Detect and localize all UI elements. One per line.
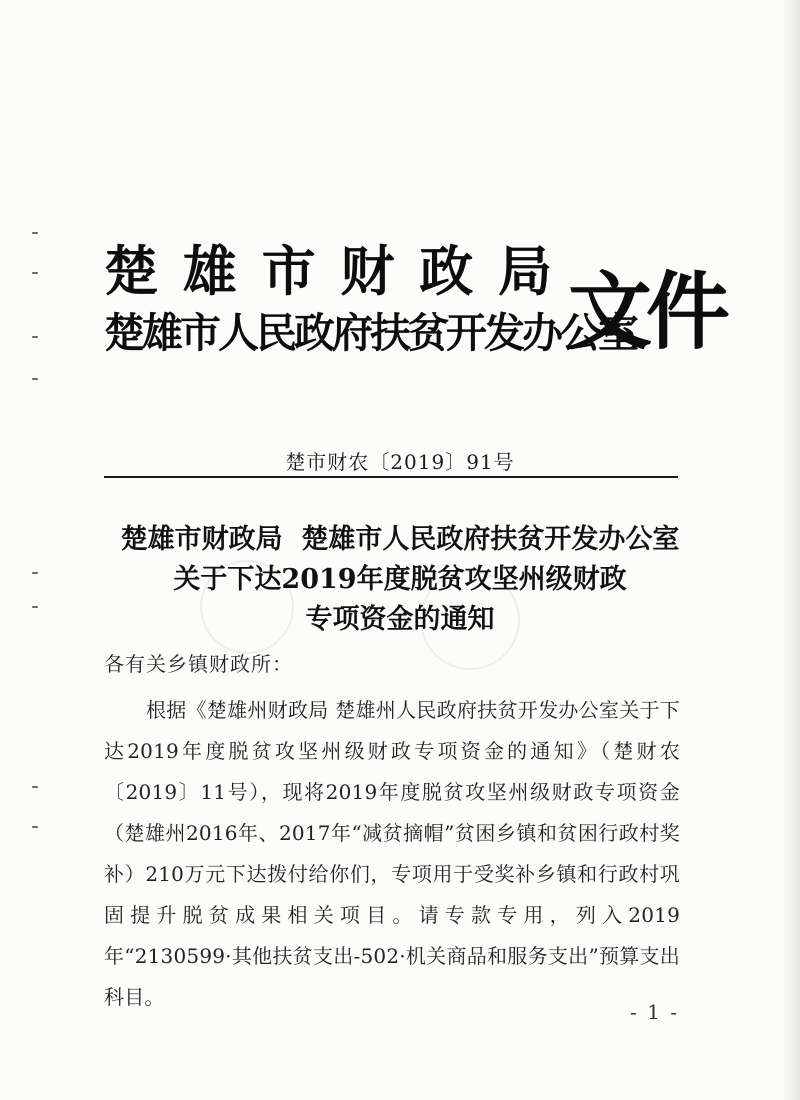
binding-mark — [32, 232, 38, 234]
binding-mark — [32, 826, 38, 828]
binding-mark — [32, 378, 38, 380]
header-divider-line — [104, 476, 678, 478]
binding-mark — [32, 336, 38, 338]
binding-mark — [32, 786, 38, 788]
binding-mark — [32, 272, 38, 274]
issuer-char: 政 — [419, 240, 474, 303]
document-number: 楚市财农〔2019〕91号 — [285, 450, 515, 474]
issuer-char: 局 — [497, 240, 552, 303]
document-title — [0, 520, 800, 640]
salutation: 各有关乡镇财政所： — [104, 652, 293, 676]
document-type-label: 文件 — [568, 263, 725, 361]
title-line-2: 关于下达2019年度脱贫攻坚州级财政 — [173, 564, 627, 595]
body-paragraph: 根据《楚雄州财政局 楚雄州人民政府扶贫开发办公室关于下达2019年度脱贫攻坚州级财政专项资金的通知》（楚财农〔2019〕11号），现将2019年度脱贫攻坚州级财政专项资金（楚雄州2016年、2017年“减贫摘帽”贫困乡镇和贫困行政村奖补）210万元下达拨付给你们，专项用于受奖补乡镇和行政村巩固提升脱贫成果相关项目。请专款专用，列入2019年“2130599·其他扶贫支出-502·机关商品和服务支出”预算支出科目。 — [104, 698, 680, 1009]
issuer-name-poverty-office: 楚雄市人民政府扶贫开发办公室 — [104, 309, 636, 357]
page-number: - 1 - — [630, 1000, 679, 1024]
title-line-1: 楚雄市财政局 楚雄市人民政府扶贫开发办公室 — [120, 524, 680, 555]
issuer-name-finance-bureau — [104, 242, 552, 302]
issuer-char: 雄 — [182, 240, 237, 303]
issuer-char: 楚 — [104, 240, 158, 303]
issuer-char: 市 — [261, 240, 316, 303]
issuer-char: 财 — [340, 240, 395, 303]
issuer-block — [104, 240, 636, 360]
title-line-3: 专项资金的通知 — [305, 604, 495, 635]
